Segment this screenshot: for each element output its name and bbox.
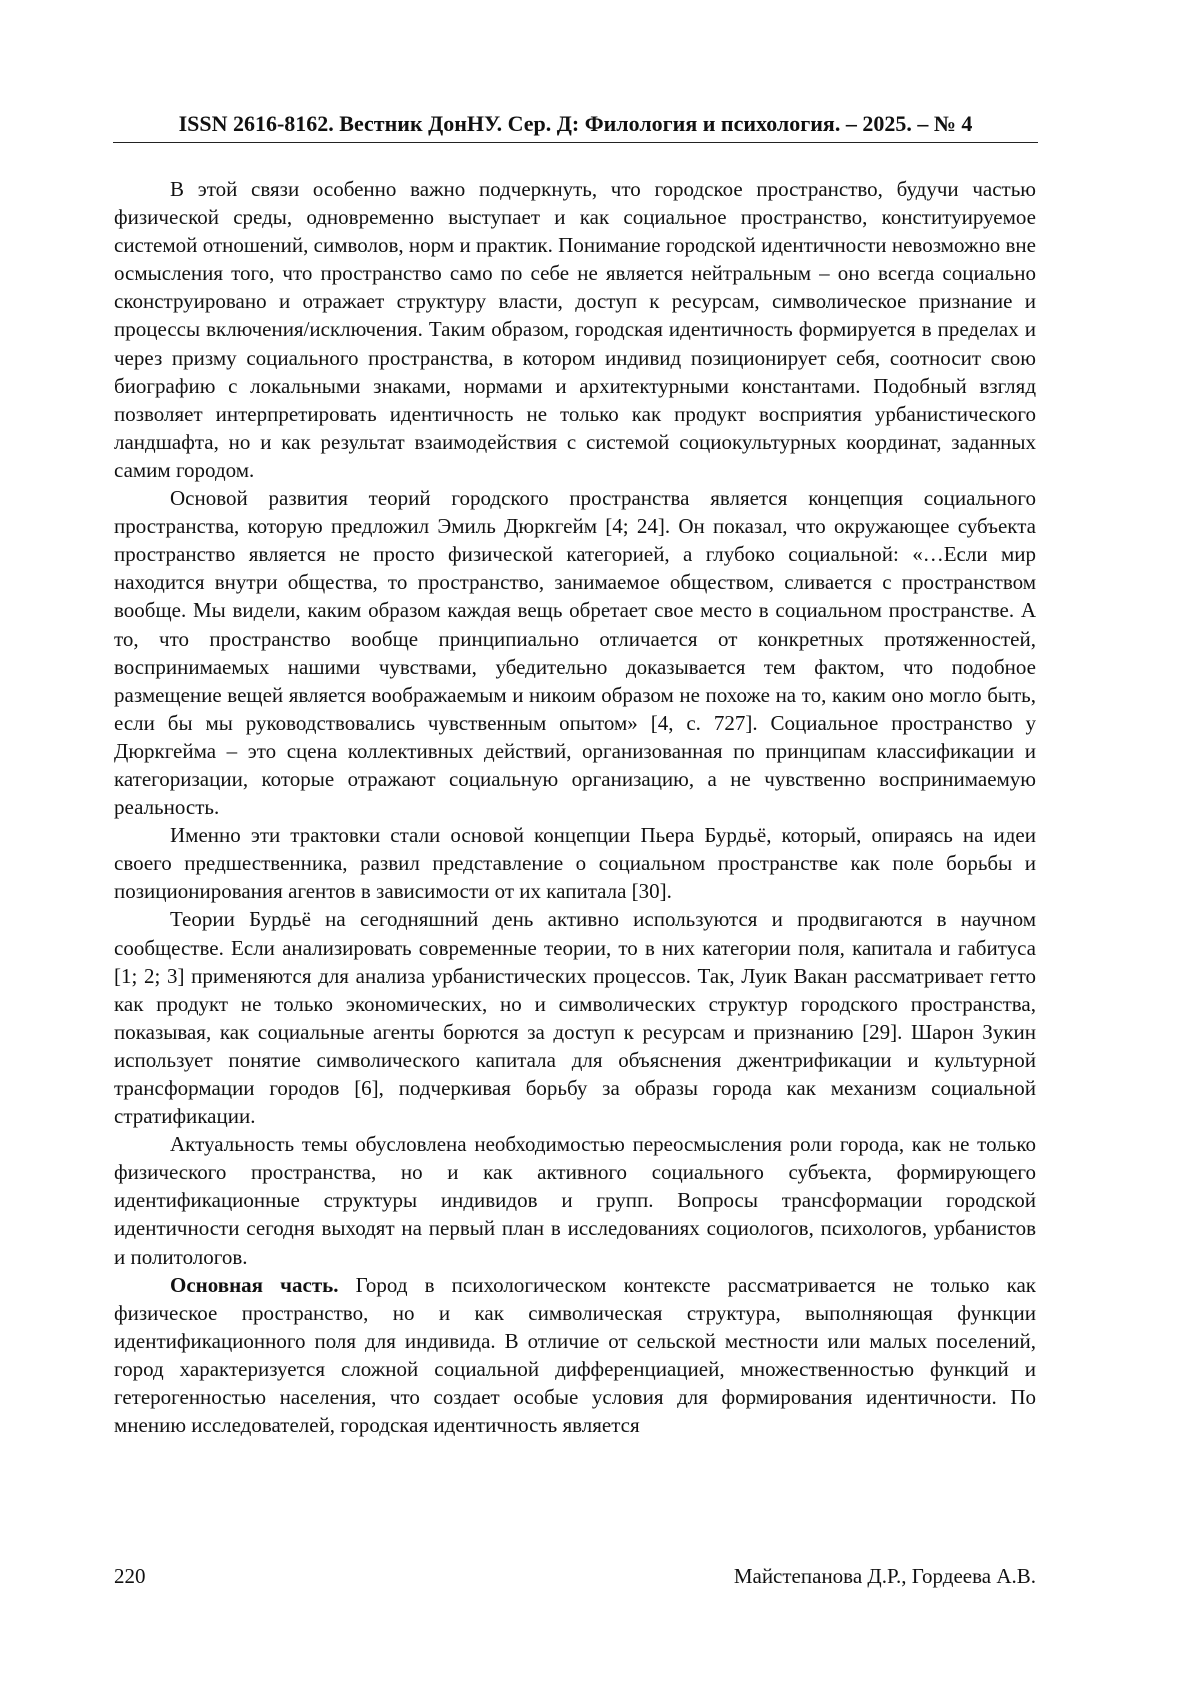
paragraph	[114, 175, 1036, 484]
page-number: 220	[114, 1564, 146, 1588]
paragraph	[114, 1130, 1036, 1270]
paragraph-text: Основой развития теорий городского пространства является концепция социального пространства, которую предложил Эмиль Дюркгейм [4; 24]. Он показал, что окружающее субъекта пространство является не просто физической категорией, а глубоко социальной: «…Если мир находится внутри общества, то пространство, занимаемое обществом, сливается с пространством вообще. Мы видели, каким образом каждая вещь обретает свое место в социальном пространстве. А то, что пространство вообще принципиально отличается от конкретных протяженностей, воспринимаемых нашими чувствами, убедительно доказывается тем фактом, что подобное размещение вещей является воображаемым и никоим образом не похоже на то, каким оно могло быть, если бы мы руководствовались чувственным опытом» [4, с. 727]. Социальное пространство у Дюркгейма – это сцена коллективных действий, организованная по принципам классификации и категоризации, которые отражают социальную организацию, а не чувственно воспринимаемую реальность.	[114, 486, 1036, 820]
paragraph-text: Актуальность темы обусловлена необходимостью переосмысления роли города, как не только физического пространства, но и как активного социального субъекта, формирующего идентификационные структуры индивидов и групп. Вопросы трансформации городской идентичности сегодня выходят на первый план в исследованиях социологов, психологов, урбанистов и политологов.	[114, 1132, 1036, 1269]
article-body	[114, 175, 1036, 1439]
paragraph-text: Теории Бурдьё на сегодняшний день активно используются и продвигаются в научном сообществе. Если анализировать современные теории, то в них категории поля, капитала и габитуса [1; 2; 3] применяются для анализа урбанистических процессов. Так, Луик Вакан рассматривает гетто как продукт не только экономических, но и символических структур городского пространства, показывая, как социальные агенты борются за доступ к ресурсам и признанию [29]. Шарон Зукин использует понятие символического капитала для объяснения джентрификации и культурной трансформации городов [6], подчеркивая борьбу за образы города как механизм социальной стратификации.	[114, 907, 1036, 1129]
paragraph	[114, 484, 1036, 821]
paragraph-text: В этой связи особенно важно подчеркнуть, что городское пространство, будучи частью физической среды, одновременно выступает и как социальное пространство, конституируемое системой отношений, символов, норм и практик. Понимание городской идентичности невозможно вне осмысления того, что пространство само по себе не является нейтральным – оно всегда социально сконструировано и отражает структуру власти, доступ к ресурсам, символическое признание и процессы включения/исключения. Таким образом, городская идентичность формируется в пределах и через призму социального пространства, в котором индивид позиционирует себя, соотносит свою биографию с локальными знаками, нормами и архитектурными константами. Подобный взгляд позволяет интерпретировать идентичность не только как продукт восприятия урбанистического ландшафта, но и как результат взаимодействия с системой социокультурных координат, заданных самим городом.	[114, 177, 1036, 482]
paragraph	[114, 1271, 1036, 1440]
section-lead-in: Основная часть.	[170, 1272, 339, 1297]
paragraph-text: Именно эти трактовки стали основой концепции Пьера Бурдьё, который, опираясь на идеи своего предшественника, развил представление о социальном пространстве как поле борьбы и позиционирования агентов в зависимости от их капитала [30].	[114, 823, 1036, 904]
paragraph-text: Город в психологическом контексте рассматривается не только как физическое пространство, но и как символическая структура, выполняющая функции идентификационного поля для индивида. В отличие от сельской местности или малых поселений, город характеризуется сложной социальной дифференциацией, множественностью функций и гетерогенностью населения, что создает особые условия для формирования идентичности. По мнению исследователей, городская идентичность является	[114, 1272, 1036, 1438]
running-header	[113, 110, 1038, 143]
running-title: ISSN 2616-8162. Вестник ДонНУ. Сер. Д: Филология и психология. – 2025. – № 4	[178, 111, 973, 136]
paragraph	[114, 821, 1036, 905]
footer-authors: Майстепанова Д.Р., Гордеева А.В.	[733, 1564, 1036, 1588]
paragraph	[114, 905, 1036, 1130]
